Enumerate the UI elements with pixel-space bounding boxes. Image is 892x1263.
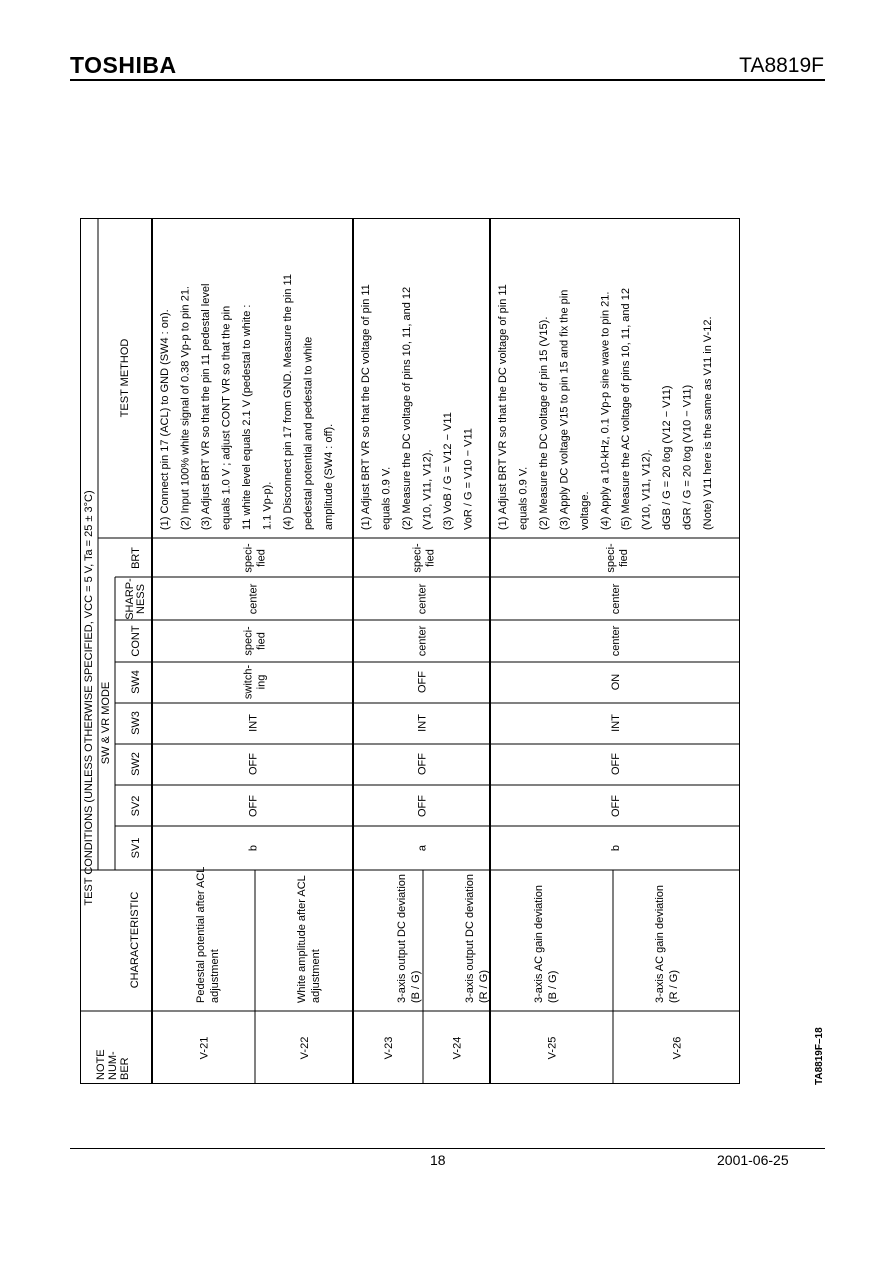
method-line-0-1: (2) Input 100% white signal of 0.38 Vp-p to pin 21. [179, 286, 192, 530]
sw2-header: SW2 [130, 752, 142, 776]
cont-header: CONT [130, 625, 142, 657]
sw4-value-2: ON [610, 673, 622, 691]
method-line-2-5: (4) Apply a 10-kHz, 0.1 Vp-p sine wave to pin 21. [599, 291, 612, 530]
table-title-text: TEST CONDITIONS (UNLESS OTHERWISE SPECIFIED, VCC = 5 V, Ta = 25 ± 3°C) [83, 490, 95, 906]
characteristic-2-a-1: 3-axis AC gain deviation [533, 884, 545, 1003]
characteristic-2-b-1: 3-axis AC gain deviation [654, 884, 666, 1003]
method-line-0-7: pedestal potential and pedestal to white [302, 336, 315, 530]
sharpness-value-0: center [247, 583, 260, 615]
sw3-value-0: INT [247, 714, 260, 732]
method-line-2-3: (3) Apply DC voltage V15 to pin 15 and fix the pin [558, 289, 571, 530]
method-line-0-8: amplitude (SW4 : off). [323, 423, 335, 530]
sv1-value-2: b [610, 844, 622, 852]
method-line-0-6: (4) Disconnect pin 17 from GND. Measure the pin 11 [282, 274, 294, 530]
sharpness-value-2: center [610, 583, 622, 615]
method-line-1-5: VoR / G = V10 − V11 [462, 428, 475, 530]
brt-header: BRT [130, 547, 142, 569]
characteristic-1-a-1: 3-axis output DC deviation [396, 873, 408, 1003]
characteristic-1-b-2: (R / G) [478, 970, 490, 1003]
characteristic-0-b-2: adjustment [310, 949, 322, 1003]
footer-rule [70, 1148, 825, 1149]
brt-value-2-2: fied [618, 549, 630, 567]
method-line-1-4: (3) VoB / G = V12 − V11 [442, 412, 454, 530]
sv1-value-1: a [416, 844, 429, 852]
side-code: TA8819F–18 [814, 1027, 825, 1085]
characteristic-0-a-1: Pedestal potential after ACL [195, 866, 207, 1003]
method-line-0-0: (1) Connect pin 17 (ACL) to GND (SW4 : on). [159, 309, 171, 530]
method-line-0-5: 1.1 Vp-p). [261, 481, 274, 530]
brt-value-2-1: speci- [605, 543, 617, 573]
cont-value-0-2: fied [255, 632, 268, 650]
method-line-2-0: (1) Adjust BRT VR so that the DC voltage of pin 11 [497, 284, 509, 530]
sw4-value-0-1: switch- [242, 664, 255, 700]
characteristic-2-b-2: (R / G) [668, 970, 680, 1003]
publish-date: 2001-06-25 [717, 1152, 789, 1168]
cont-value-2: center [610, 625, 622, 657]
note-number-2-a: V-25 [546, 1036, 559, 1060]
characteristic-0-a-2: adjustment [209, 949, 221, 1003]
method-line-2-4: voltage. [579, 491, 591, 530]
brand-logo: TOSHIBA [70, 52, 177, 78]
method-header: TEST METHOD [119, 338, 131, 418]
characteristic-0-b-1: White amplitude after ACL [296, 875, 308, 1003]
method-line-1-1: equals 0.9 V. [380, 466, 393, 530]
sharpness-value-1: center [416, 583, 429, 615]
sw3-value-1: INT [416, 714, 429, 732]
note-number-2-b: V-26 [671, 1036, 684, 1060]
note-number-0-a: V-21 [198, 1036, 211, 1060]
method-line-0-2: (3) Adjust BRT VR so that the pin 11 pedestal level [200, 283, 212, 530]
group-header-text: SW & VR MODE [100, 681, 112, 765]
sw2-value-2: OFF [610, 753, 622, 775]
characteristic-header: CHARACTERISTIC [129, 891, 141, 989]
sw2-value-0: OFF [247, 753, 260, 775]
cont-value-1: center [416, 625, 429, 657]
characteristic-1-b-1: 3-axis output DC deviation [464, 873, 476, 1003]
page-number: 18 [430, 1152, 446, 1168]
sw4-header: SW4 [130, 670, 142, 694]
sw4-value-0-2: ing [255, 674, 268, 690]
characteristic-2-a-2: (B / G) [547, 970, 559, 1003]
method-line-2-7: (V10, V11, V12). [640, 449, 653, 530]
method-line-2-10: (Note) V11 here is the same as V11 in V-12. [702, 316, 714, 530]
characteristic-1-a-2: (B / G) [410, 970, 422, 1003]
sharpness-header-2: NESS [135, 584, 147, 614]
sv2-value-1: OFF [416, 795, 429, 817]
method-line-2-9: dGR / G = 20 ℓog (V10 − V11) [681, 384, 694, 530]
method-line-2-1: equals 0.9 V. [517, 466, 530, 530]
method-line-0-3: equals 1.0 V ; adjust CONT VR so that the pin [220, 305, 233, 530]
table-graphic [80, 218, 740, 1084]
part-number: TA8819F [739, 54, 824, 77]
sv2-value-0: OFF [247, 795, 260, 817]
note-header-3: BER [119, 1057, 131, 1080]
note-header-2: NUM- [107, 1051, 119, 1080]
sv1-value-0: b [247, 844, 260, 852]
brt-value-1-1: speci- [411, 543, 424, 573]
method-line-1-3: (V10, V11, V12). [421, 449, 434, 530]
sw3-value-2: INT [610, 714, 622, 732]
method-line-2-6: (5) Measure the AC voltage of pins 10, 11, and 12 [620, 288, 632, 530]
brt-value-0-1: speci- [242, 543, 255, 573]
sw3-header: SW3 [130, 711, 142, 735]
sharpness-header-1: SHARP- [124, 578, 136, 620]
note-number-1-a: V-23 [383, 1036, 395, 1060]
note-header-1: NOTE [95, 1049, 107, 1080]
brt-value-1-2: fied [424, 549, 437, 567]
method-line-1-2: (2) Measure the DC voltage of pins 10, 11, and 12 [401, 286, 413, 530]
method-line-0-4: 11 white level equals 2.1 V (pedestal to white : [241, 304, 253, 530]
method-line-1-0: (1) Adjust BRT VR so that the DC voltage of pin 11 [360, 284, 372, 530]
sw4-value-1: OFF [416, 671, 429, 693]
cont-value-0-1: speci- [242, 626, 255, 656]
sv2-header: SV2 [130, 795, 142, 817]
sv2-value-2: OFF [610, 795, 622, 817]
method-line-2-2: (2) Measure the DC voltage of pin 15 (V15). [538, 316, 550, 530]
test-conditions-table [80, 218, 740, 1084]
brt-value-0-2: fied [255, 549, 268, 567]
method-line-2-8: dGB / G = 20 ℓog (V12 − V11) [661, 385, 673, 530]
note-number-1-b: V-24 [451, 1036, 464, 1060]
sw2-value-1: OFF [416, 753, 429, 775]
note-number-0-b: V-22 [299, 1036, 311, 1060]
header-rule [70, 79, 825, 81]
sv1-header: SV1 [130, 837, 142, 859]
